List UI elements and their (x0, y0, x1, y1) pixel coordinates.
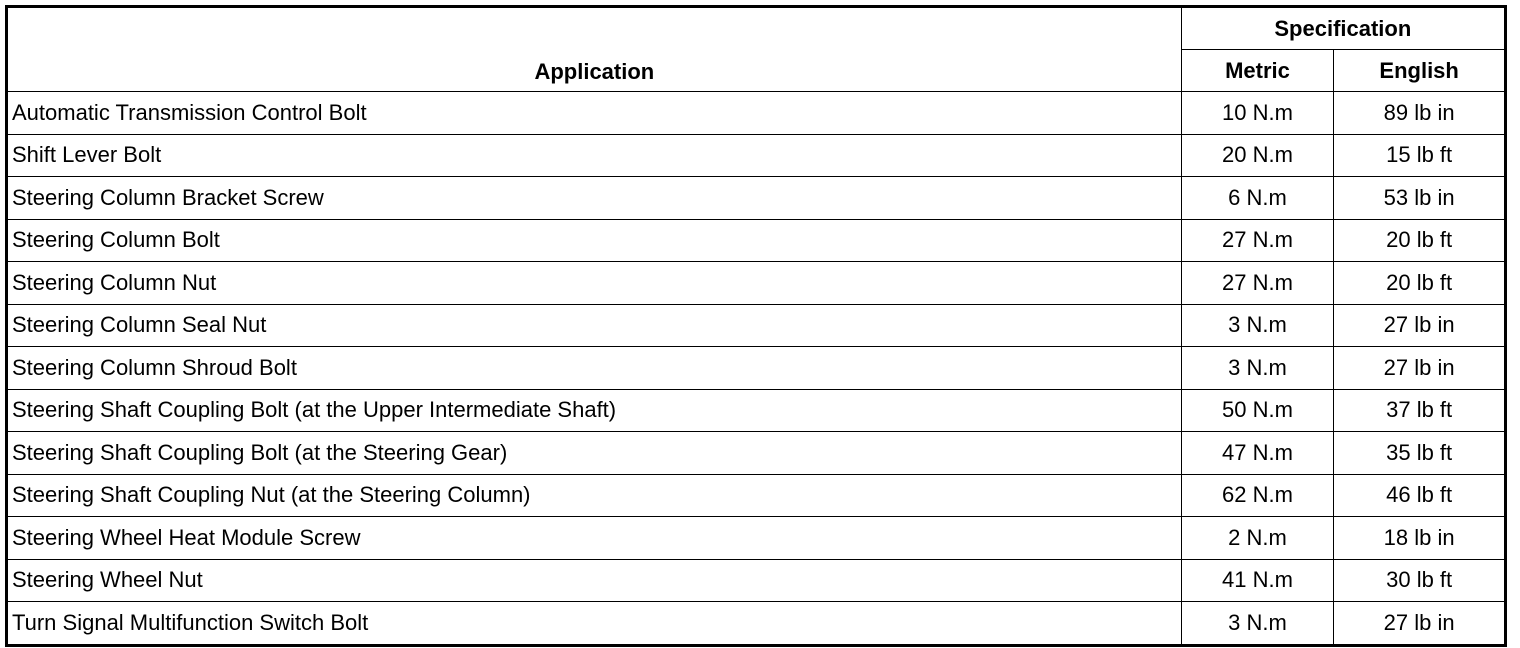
cell-english: 89 lb in (1334, 92, 1506, 135)
cell-application: Steering Column Shroud Bolt (7, 347, 1182, 390)
cell-application: Steering Column Seal Nut (7, 304, 1182, 347)
cell-metric: 10 N.m (1181, 92, 1334, 135)
cell-english: 27 lb in (1334, 347, 1506, 390)
cell-application: Steering Shaft Coupling Bolt (at the Steering Gear) (7, 432, 1182, 475)
cell-application: Steering Column Nut (7, 262, 1182, 305)
cell-metric: 3 N.m (1181, 602, 1334, 646)
header-english: English (1334, 50, 1506, 92)
table-row (7, 517, 1506, 560)
cell-application: Turn Signal Multifunction Switch Bolt (7, 602, 1182, 646)
table-row (7, 347, 1506, 390)
cell-metric: 6 N.m (1181, 177, 1334, 220)
table-row (7, 304, 1506, 347)
cell-metric: 27 N.m (1181, 262, 1334, 305)
cell-metric: 41 N.m (1181, 559, 1334, 602)
cell-english: 37 lb ft (1334, 389, 1506, 432)
cell-metric: 27 N.m (1181, 219, 1334, 262)
header-row-top (7, 7, 1506, 50)
cell-application: Steering Shaft Coupling Nut (at the Steering Column) (7, 474, 1182, 517)
cell-metric: 3 N.m (1181, 304, 1334, 347)
table-row (7, 474, 1506, 517)
cell-english: 35 lb ft (1334, 432, 1506, 475)
table-row (7, 219, 1506, 262)
table-row (7, 389, 1506, 432)
cell-metric: 47 N.m (1181, 432, 1334, 475)
table-row (7, 432, 1506, 475)
cell-english: 27 lb in (1334, 304, 1506, 347)
header-metric: Metric (1181, 50, 1334, 92)
table-row (7, 262, 1506, 305)
cell-application: Steering Wheel Nut (7, 559, 1182, 602)
cell-english: 20 lb ft (1334, 262, 1506, 305)
cell-application: Steering Shaft Coupling Bolt (at the Upper Intermediate Shaft) (7, 389, 1182, 432)
cell-english: 53 lb in (1334, 177, 1506, 220)
table-row (7, 177, 1506, 220)
cell-metric: 50 N.m (1181, 389, 1334, 432)
header-application: Application (7, 7, 1182, 92)
cell-application: Steering Column Bracket Screw (7, 177, 1182, 220)
cell-english: 20 lb ft (1334, 219, 1506, 262)
table-row (7, 92, 1506, 135)
cell-english: 30 lb ft (1334, 559, 1506, 602)
cell-application: Steering Column Bolt (7, 219, 1182, 262)
cell-english: 18 lb in (1334, 517, 1506, 560)
cell-metric: 20 N.m (1181, 134, 1334, 177)
table-row (7, 134, 1506, 177)
cell-english: 46 lb ft (1334, 474, 1506, 517)
cell-application: Steering Wheel Heat Module Screw (7, 517, 1182, 560)
cell-english: 15 lb ft (1334, 134, 1506, 177)
fastener-spec-table (5, 5, 1507, 647)
cell-metric: 62 N.m (1181, 474, 1334, 517)
cell-english: 27 lb in (1334, 602, 1506, 646)
table-row (7, 602, 1506, 646)
cell-metric: 3 N.m (1181, 347, 1334, 390)
cell-application: Automatic Transmission Control Bolt (7, 92, 1182, 135)
cell-application: Shift Lever Bolt (7, 134, 1182, 177)
header-specification: Specification (1181, 7, 1505, 50)
cell-metric: 2 N.m (1181, 517, 1334, 560)
table-row (7, 559, 1506, 602)
